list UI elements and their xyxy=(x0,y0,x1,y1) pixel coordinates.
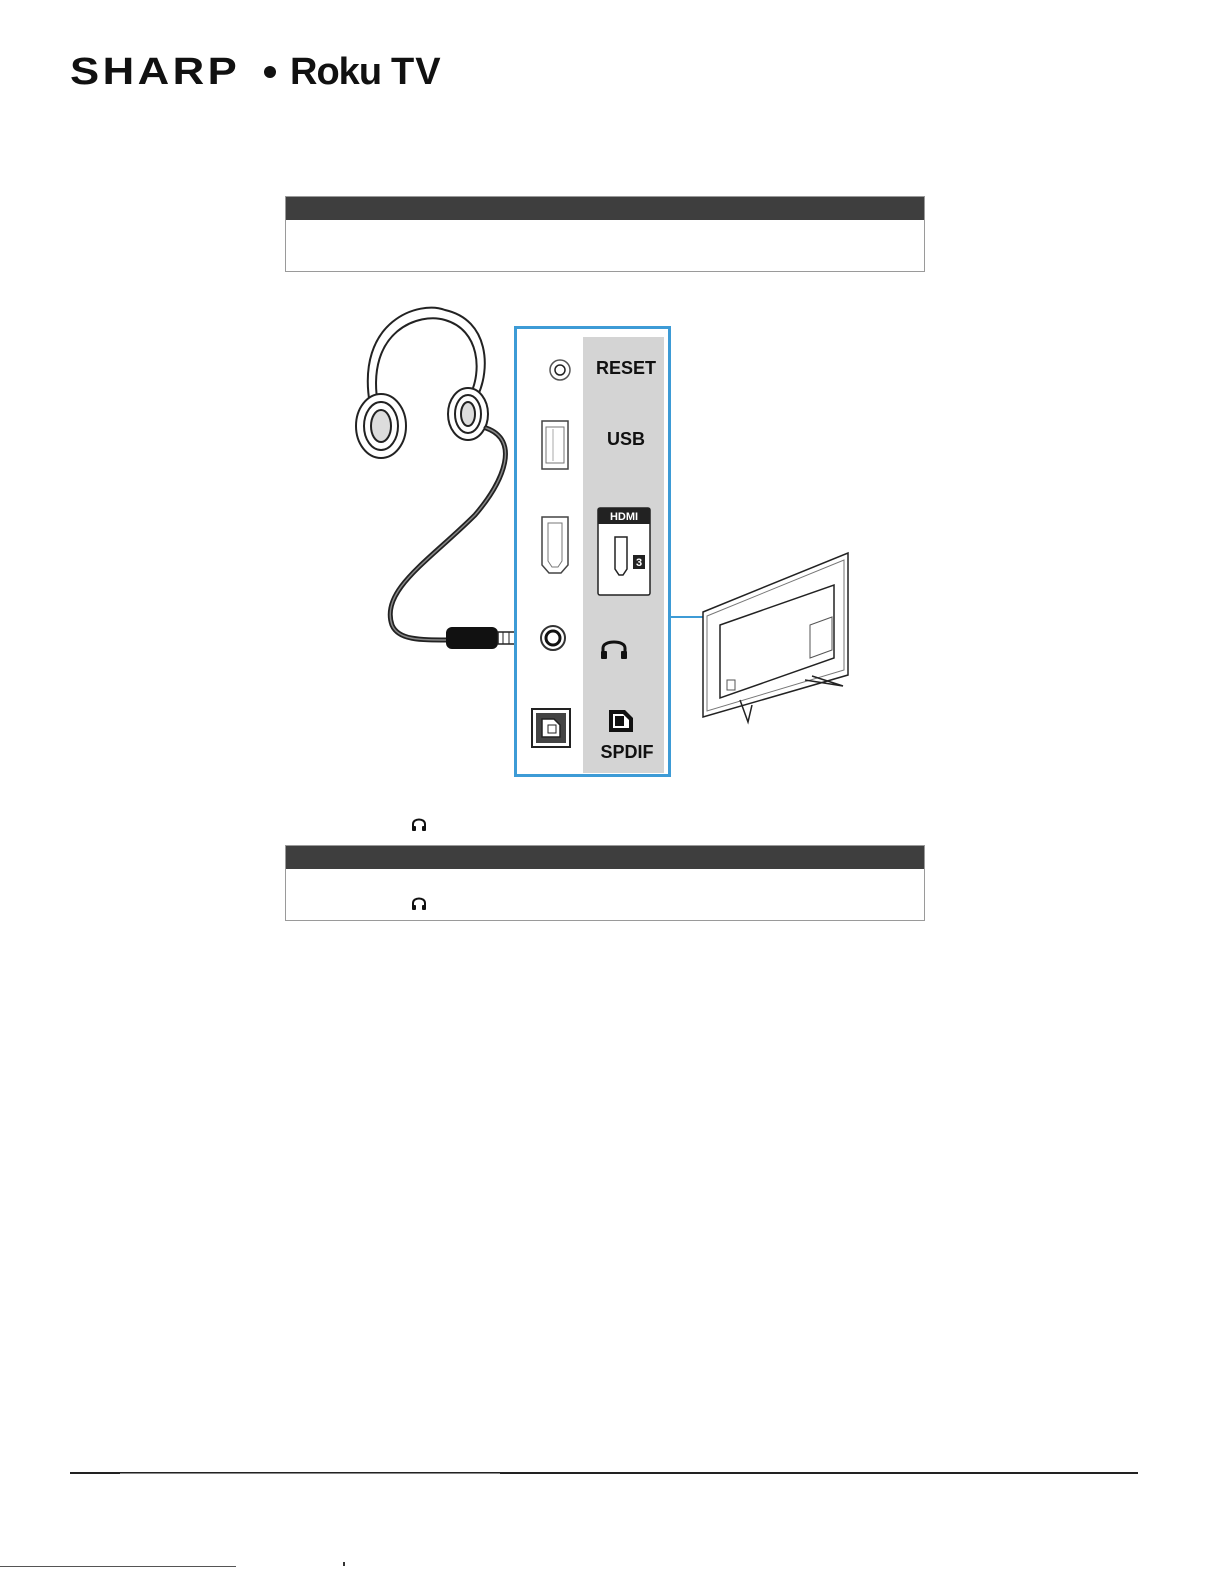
spdif-symbol-icon xyxy=(607,708,635,734)
spdif-label: SPDIF xyxy=(600,742,654,762)
footer-rule-accent xyxy=(120,1473,500,1474)
usb-label: USB xyxy=(606,429,645,449)
optical-port-icon xyxy=(530,707,574,751)
hdmi-badge-text: HDMI xyxy=(609,511,639,523)
note-box-header-bar xyxy=(286,846,924,869)
brand-logo xyxy=(70,52,442,92)
hdmi-3-badge xyxy=(597,507,653,597)
note-box-bottom xyxy=(285,845,925,921)
logo-dot xyxy=(264,66,276,78)
side-port-panel xyxy=(514,326,671,777)
headphones-illustration xyxy=(356,308,488,458)
headphone-plug xyxy=(446,627,498,649)
reset-label: RESET xyxy=(595,358,656,378)
usb-port-icon xyxy=(540,419,572,473)
note-box-header-bar xyxy=(286,197,924,220)
reset-hole-icon xyxy=(548,358,572,382)
inline-headphone-icon xyxy=(410,815,428,833)
inline-headphone-icon xyxy=(410,894,428,912)
bottom-tick xyxy=(343,1562,345,1566)
bottom-strip xyxy=(0,1566,236,1567)
tv-wordmark: TV xyxy=(391,50,442,93)
headphone-icon xyxy=(599,635,629,661)
sharp-wordmark: SHARP xyxy=(70,50,241,93)
hdmi-port-icon xyxy=(539,515,573,575)
hdmi-number: 3 xyxy=(635,557,643,569)
note-box-top xyxy=(285,196,925,272)
headphone-cable xyxy=(390,428,505,640)
tv-rear-illustration xyxy=(703,553,848,722)
headphone-jack-icon xyxy=(539,624,567,652)
roku-wordmark: Roku xyxy=(290,50,382,93)
